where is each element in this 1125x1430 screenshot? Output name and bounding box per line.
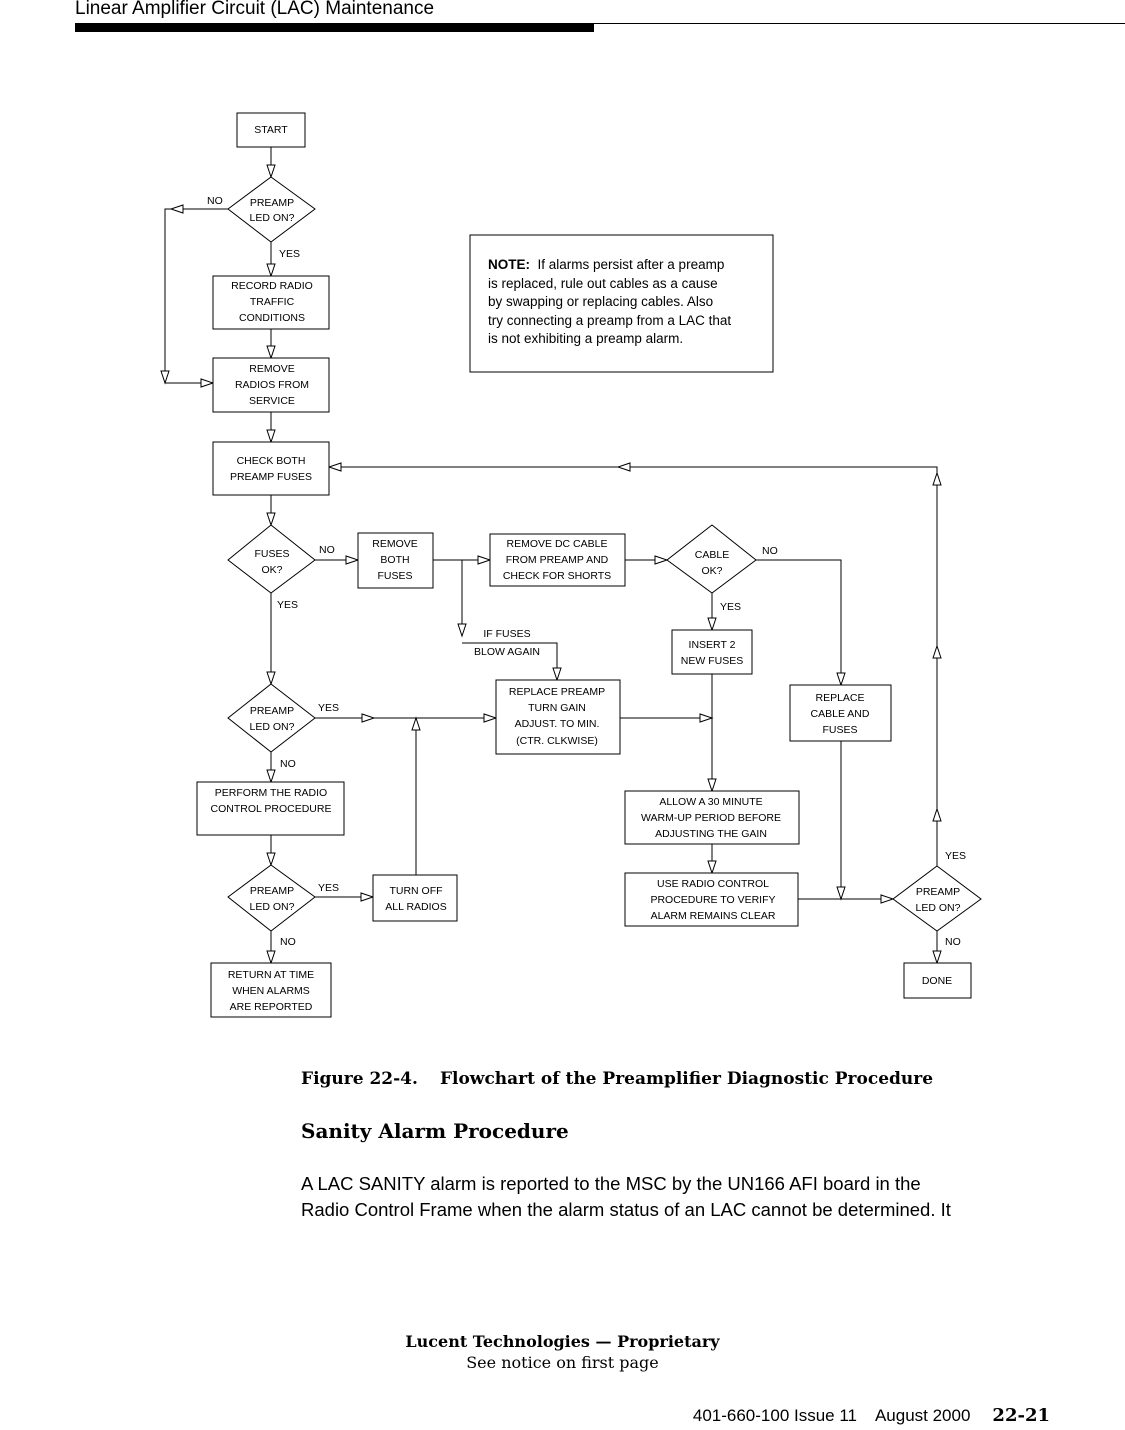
decision-4-line-2: LED ON?: [915, 902, 961, 914]
turn-off-radios-box: [373, 875, 457, 921]
if-fuses-line-2: BLOW AGAIN: [474, 646, 540, 658]
label-no-2: NO: [280, 758, 296, 770]
body-line-1: A LAC SANITY alarm is reported to the MSC by the UN166 AFI board in the: [301, 1173, 921, 1194]
decision-1-line-1: PREAMP: [249, 197, 295, 209]
use-radio-line-3: ALARM REMAINS CLEAR: [650, 910, 776, 922]
label-yes-fuses: YES: [277, 599, 299, 611]
label-yes-4: YES: [945, 850, 967, 862]
page-header-title: Linear Amplifier Circuit (LAC) Maintenance: [75, 0, 435, 19]
body-line-2: Radio Control Frame when the alarm status of an LAC cannot be determined. It: [301, 1199, 951, 1220]
replace-preamp-line-4: (CTR. CLKWISE): [516, 735, 598, 747]
figure-caption: [301, 1069, 933, 1089]
perform-line-2: CONTROL PROCEDURE: [210, 803, 332, 815]
note-line-2: is replaced, rule out cables as a cause: [488, 275, 718, 291]
return-line-2: WHEN ALARMS: [232, 985, 310, 997]
note-label: NOTE:: [488, 257, 530, 272]
perform-radio-control-box: [197, 782, 344, 835]
remove-dc-line-3: CHECK FOR SHORTS: [502, 570, 612, 582]
label-yes-2: YES: [318, 702, 340, 714]
note-line-1: [488, 256, 768, 275]
remove-dc-line-2: FROM PREAMP AND: [505, 554, 609, 566]
start-box: [237, 113, 305, 147]
remove-dc-cable-box: [490, 534, 625, 586]
decision-2-line-2: LED ON?: [249, 721, 295, 733]
return-at-time-box: [211, 963, 331, 1017]
done-box: [904, 963, 971, 998]
remove-radios-line-3: SERVICE: [249, 395, 295, 407]
body-paragraph: [301, 1171, 1061, 1223]
label-no-3: NO: [280, 936, 296, 948]
return-line-3: ARE REPORTED: [229, 1001, 313, 1013]
label-yes-3: YES: [318, 882, 340, 894]
insert-new-fuses-box: [672, 630, 752, 674]
decision-4-line-1: PREAMP: [915, 886, 961, 898]
allow-line-3: ADJUSTING THE GAIN: [655, 828, 767, 840]
start-box-label: START: [254, 124, 288, 136]
if-fuses-line-1: IF FUSES: [483, 628, 531, 640]
footer-doc-id: 401-660-100 Issue 11 August 2000: [692, 1406, 971, 1425]
note-text: [488, 256, 768, 349]
turn-off-line-1: TURN OFF: [389, 885, 443, 897]
decision-2-line-1: PREAMP: [249, 705, 295, 717]
note-line-3: by swapping or replacing cables. Also: [488, 294, 714, 309]
record-line-1: RECORD RADIO: [231, 280, 313, 292]
figure-number: Figure 22-4.: [301, 1069, 418, 1089]
fuses-ok-line-1: FUSES: [254, 548, 290, 560]
return-line-1: RETURN AT TIME: [227, 969, 315, 981]
remove-fuses-line-3: FUSES: [377, 570, 413, 582]
remove-dc-line-1: REMOVE DC CABLE: [506, 538, 608, 550]
use-radio-line-2: PROCEDURE TO VERIFY: [650, 894, 776, 906]
record-line-2: TRAFFIC: [249, 296, 295, 308]
use-radio-control-box: [625, 873, 798, 926]
remove-fuses-line-1: REMOVE: [372, 538, 418, 550]
fuses-ok-decision: [228, 525, 315, 593]
label-yes-1: YES: [279, 248, 301, 260]
note-line-4: try connecting a preamp from a LAC that: [488, 312, 732, 328]
note-line-1-text: If alarms persist after a preamp: [537, 257, 725, 272]
turn-off-line-2: ALL RADIOS: [385, 901, 447, 913]
page-number: 22-21: [992, 1405, 1050, 1426]
remove-radios-line-1: REMOVE: [249, 363, 295, 375]
preamp-led-decision-4: [893, 866, 981, 931]
preamp-led-decision-1: [228, 177, 315, 242]
fuses-ok-line-2: OK?: [261, 564, 283, 576]
allow-line-1: ALLOW A 30 MINUTE: [659, 796, 763, 808]
replace-preamp-box: [496, 680, 620, 754]
replace-preamp-line-3: ADJUST. TO MIN.: [514, 718, 600, 730]
insert-line-2: NEW FUSES: [680, 655, 744, 667]
preamp-led-decision-3: [228, 865, 315, 931]
remove-fuses-line-2: BOTH: [380, 554, 410, 566]
replace-cable-line-1: REPLACE: [815, 692, 865, 704]
allow-warmup-box: [625, 791, 799, 844]
label-no-cable: NO: [762, 545, 778, 557]
remove-both-fuses-box: [358, 533, 433, 588]
replace-preamp-line-2: TURN GAIN: [528, 702, 586, 714]
note-line-5: is not exhibiting a preamp alarm.: [488, 331, 684, 346]
cable-ok-line-1: CABLE: [694, 549, 730, 561]
decision-3-line-1: PREAMP: [249, 885, 295, 897]
label-yes-cable: YES: [720, 601, 742, 613]
perform-line-1: PERFORM THE RADIO: [214, 787, 328, 799]
figure-title: Flowchart of the Preamplifier Diagnostic Procedure: [439, 1069, 934, 1089]
cable-ok-line-2: OK?: [701, 565, 723, 577]
check-fuses-box: [213, 442, 329, 495]
cable-ok-decision: [667, 525, 756, 593]
remove-radios-line-2: RADIOS FROM: [234, 379, 310, 391]
replace-cable-line-2: CABLE AND: [810, 708, 870, 720]
footer-notice: See notice on first page: [466, 1353, 659, 1372]
section-heading: Sanity Alarm Procedure: [301, 1119, 569, 1143]
replace-cable-box: [790, 685, 891, 741]
insert-line-1: INSERT 2: [688, 639, 736, 651]
label-no-1: NO: [207, 195, 223, 207]
preamp-led-decision-2: [228, 684, 315, 752]
replace-preamp-line-1: REPLACE PREAMP: [508, 686, 606, 698]
done-label: DONE: [921, 975, 953, 987]
replace-cable-line-3: FUSES: [822, 724, 858, 736]
check-fuses-line-1: CHECK BOTH: [236, 455, 306, 467]
record-line-3: CONDITIONS: [239, 312, 305, 324]
label-no-fuses: NO: [319, 544, 335, 556]
footer-company: Lucent Technologies — Proprietary: [405, 1332, 720, 1351]
label-no-4: NO: [945, 936, 961, 948]
footer-doc-info: [693, 1405, 1050, 1426]
check-fuses-line-2: PREAMP FUSES: [229, 471, 313, 483]
record-radio-traffic-box: [213, 276, 329, 329]
allow-line-2: WARM-UP PERIOD BEFORE: [640, 812, 782, 824]
decision-1-line-2: LED ON?: [249, 212, 295, 224]
use-radio-line-1: USE RADIO CONTROL: [656, 878, 770, 890]
remove-radios-box: [213, 358, 329, 412]
decision-3-line-2: LED ON?: [249, 901, 295, 913]
